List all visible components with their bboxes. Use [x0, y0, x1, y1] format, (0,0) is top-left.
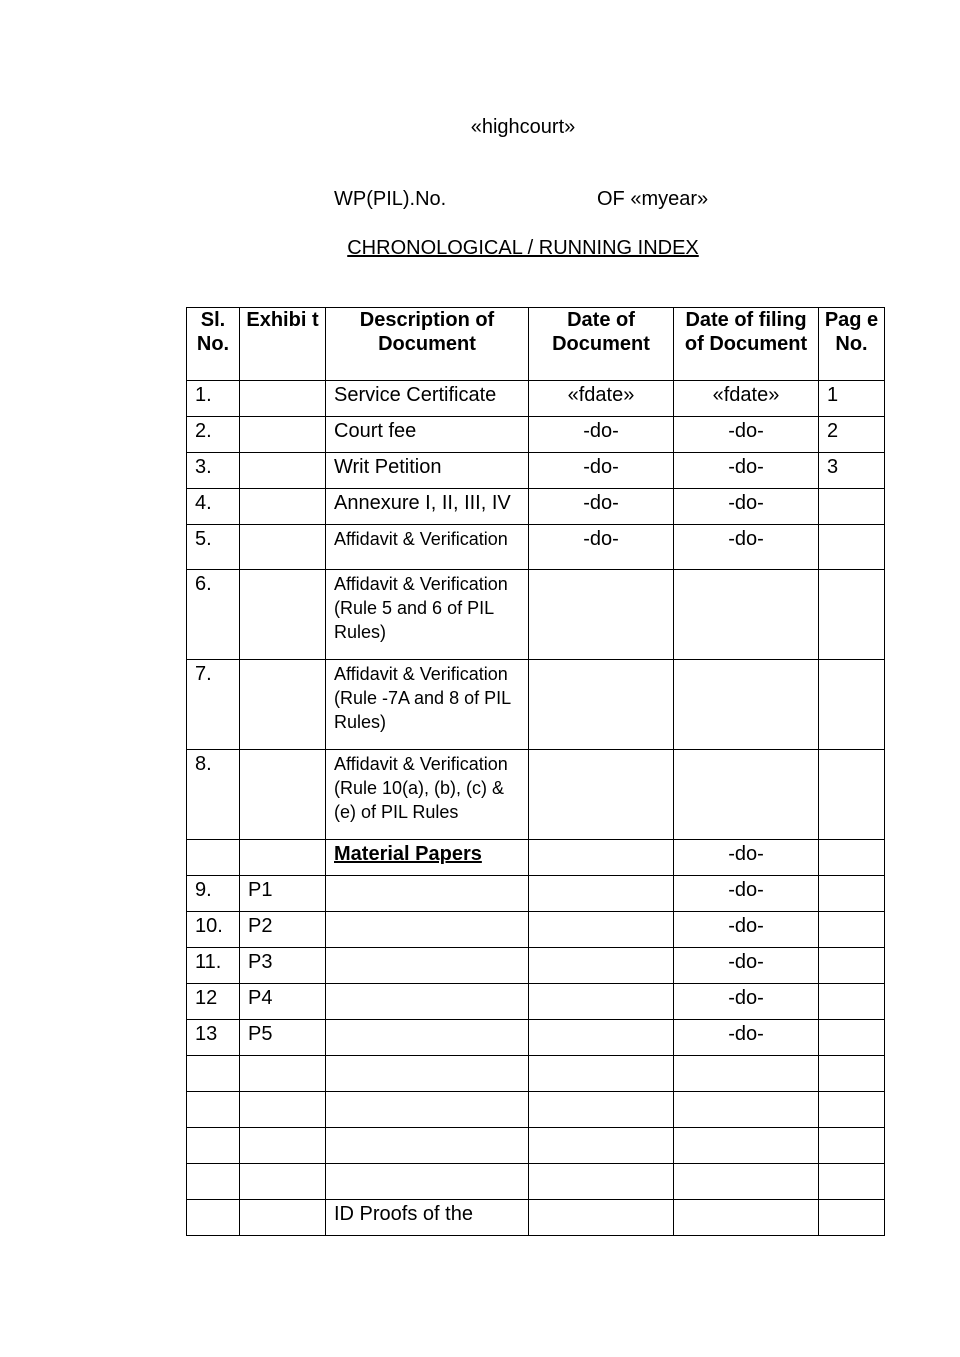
date-cell	[529, 660, 674, 750]
sl-cell: 12	[187, 984, 240, 1020]
exhibit-cell	[240, 453, 326, 489]
table-row	[187, 1056, 885, 1092]
filed-cell: -do-	[674, 489, 819, 525]
filed-cell: -do-	[674, 417, 819, 453]
description-cell	[326, 660, 529, 750]
date-cell	[529, 912, 674, 948]
date-cell	[529, 948, 674, 984]
filed-cell: -do-	[674, 525, 819, 570]
date-cell	[529, 570, 674, 660]
description-cell	[326, 750, 529, 840]
page-cell: 2	[819, 417, 885, 453]
date-cell: «fdate»	[529, 381, 674, 417]
sl-cell: 11.	[187, 948, 240, 984]
date-cell: -do-	[529, 525, 674, 570]
sl-cell: 5.	[187, 525, 240, 570]
table-row	[187, 381, 885, 417]
description-cell: ID Proofs of the	[326, 1200, 529, 1236]
date-cell	[529, 876, 674, 912]
date-cell	[529, 750, 674, 840]
filed-cell	[674, 1056, 819, 1092]
page-cell	[819, 525, 885, 570]
table-row	[187, 840, 885, 876]
sl-cell	[187, 1128, 240, 1164]
filed-cell: -do-	[674, 984, 819, 1020]
description-cell	[326, 1020, 529, 1056]
exhibit-cell	[240, 1128, 326, 1164]
exhibit-cell: P1	[240, 876, 326, 912]
description-cell	[326, 876, 529, 912]
page-cell	[819, 660, 885, 750]
filed-cell	[674, 570, 819, 660]
table-row	[187, 570, 885, 660]
filed-cell	[674, 660, 819, 750]
sl-cell: 3.	[187, 453, 240, 489]
rule-note: (Rule 10(a), (b), (c) & (e) of PIL Rules	[334, 778, 505, 822]
sl-cell	[187, 840, 240, 876]
page-cell: 3	[819, 453, 885, 489]
page-cell	[819, 750, 885, 840]
table-row	[187, 750, 885, 840]
exhibit-cell	[240, 525, 326, 570]
date-cell	[529, 984, 674, 1020]
column-header-page-no: Pag e No.	[819, 308, 885, 381]
sl-cell: 13	[187, 1020, 240, 1056]
table-row	[187, 912, 885, 948]
table-row	[187, 453, 885, 489]
page-cell	[819, 876, 885, 912]
exhibit-cell	[240, 1056, 326, 1092]
description-cell	[326, 1056, 529, 1092]
table-row	[187, 876, 885, 912]
exhibit-cell: P4	[240, 984, 326, 1020]
sl-cell	[187, 1056, 240, 1092]
page-cell	[819, 840, 885, 876]
table-row	[187, 660, 885, 750]
description-cell	[326, 570, 529, 660]
exhibit-cell	[240, 840, 326, 876]
page-cell	[819, 912, 885, 948]
filed-cell: -do-	[674, 1020, 819, 1056]
filed-cell: «fdate»	[674, 381, 819, 417]
date-cell	[529, 1020, 674, 1056]
description-cell	[326, 1128, 529, 1164]
description-cell	[326, 912, 529, 948]
sl-cell: 6.	[187, 570, 240, 660]
high-court-placeholder: «highcourt»	[470, 116, 576, 138]
table-row	[187, 1092, 885, 1128]
exhibit-cell	[240, 1092, 326, 1128]
description-text: Affidavit & Verification	[334, 754, 508, 774]
index-title: CHRONOLOGICAL / RUNNING INDEX	[347, 237, 699, 259]
page-cell	[819, 1200, 885, 1236]
filed-cell	[674, 1128, 819, 1164]
table-row	[187, 1020, 885, 1056]
table-row	[187, 1128, 885, 1164]
date-cell	[529, 1092, 674, 1128]
filed-cell	[674, 1200, 819, 1236]
exhibit-cell	[240, 1200, 326, 1236]
exhibit-cell	[240, 381, 326, 417]
description-cell: Writ Petition	[326, 453, 529, 489]
table-row	[187, 948, 885, 984]
index-table	[186, 307, 885, 1236]
filed-cell: -do-	[674, 912, 819, 948]
filed-cell: -do-	[674, 948, 819, 984]
date-cell	[529, 1056, 674, 1092]
page-cell: 1	[819, 381, 885, 417]
page-cell	[819, 1056, 885, 1092]
description-text: Affidavit & Verification	[334, 574, 508, 594]
description-cell: Affidavit & Verification	[326, 525, 529, 570]
page-cell	[819, 1020, 885, 1056]
sl-cell: 4.	[187, 489, 240, 525]
exhibit-cell	[240, 660, 326, 750]
description-cell	[326, 1092, 529, 1128]
sl-cell: 8.	[187, 750, 240, 840]
exhibit-cell	[240, 1164, 326, 1200]
column-header-date: Date of Document	[529, 308, 674, 381]
case-year-label: OF «myear»	[597, 188, 709, 210]
date-cell	[529, 1164, 674, 1200]
description-cell: Court fee	[326, 417, 529, 453]
page-cell	[819, 1164, 885, 1200]
table-row	[187, 489, 885, 525]
filed-cell: -do-	[674, 840, 819, 876]
exhibit-cell	[240, 489, 326, 525]
sl-cell: 9.	[187, 876, 240, 912]
sl-cell: 10.	[187, 912, 240, 948]
description-cell	[326, 948, 529, 984]
description-cell	[326, 1164, 529, 1200]
page-cell	[819, 1128, 885, 1164]
date-cell: -do-	[529, 417, 674, 453]
exhibit-cell	[240, 570, 326, 660]
page-cell	[819, 489, 885, 525]
exhibit-cell: P2	[240, 912, 326, 948]
sl-cell	[187, 1164, 240, 1200]
table-row	[187, 1164, 885, 1200]
exhibit-cell	[240, 750, 326, 840]
filed-cell	[674, 1092, 819, 1128]
date-cell: -do-	[529, 489, 674, 525]
material-papers-heading: Material Papers	[334, 843, 482, 865]
sl-cell: 2.	[187, 417, 240, 453]
table-header-row	[187, 308, 885, 381]
filed-cell	[674, 1164, 819, 1200]
exhibit-cell: P3	[240, 948, 326, 984]
description-cell	[326, 840, 529, 876]
date-cell	[529, 1128, 674, 1164]
filed-cell	[674, 750, 819, 840]
page-cell	[819, 948, 885, 984]
table-row	[187, 525, 885, 570]
rule-note: (Rule 5 and 6 of PIL Rules)	[334, 598, 494, 642]
column-header-description: Description of Document	[326, 308, 529, 381]
page-cell	[819, 570, 885, 660]
rule-note: (Rule -7A and 8 of PIL Rules)	[334, 688, 511, 732]
date-cell: -do-	[529, 453, 674, 489]
table-row	[187, 1200, 885, 1236]
column-header-exhibit: Exhibi t	[240, 308, 326, 381]
description-cell: Service Certificate	[326, 381, 529, 417]
date-cell	[529, 1200, 674, 1236]
description-cell	[326, 984, 529, 1020]
sl-cell: 1.	[187, 381, 240, 417]
date-cell	[529, 840, 674, 876]
filed-cell: -do-	[674, 453, 819, 489]
table-row	[187, 984, 885, 1020]
sl-cell	[187, 1200, 240, 1236]
sl-cell	[187, 1092, 240, 1128]
table-row	[187, 417, 885, 453]
column-header-sl-no: Sl. No.	[187, 308, 240, 381]
sl-cell: 7.	[187, 660, 240, 750]
exhibit-cell	[240, 417, 326, 453]
description-text: Affidavit & Verification	[334, 664, 508, 684]
filed-cell: -do-	[674, 876, 819, 912]
page-cell	[819, 984, 885, 1020]
column-header-date-of-filing: Date of filing of Document	[674, 308, 819, 381]
description-cell: Annexure I, II, III, IV	[326, 489, 529, 525]
case-number-label: WP(PIL).No.	[334, 188, 447, 210]
page-cell	[819, 1092, 885, 1128]
exhibit-cell: P5	[240, 1020, 326, 1056]
